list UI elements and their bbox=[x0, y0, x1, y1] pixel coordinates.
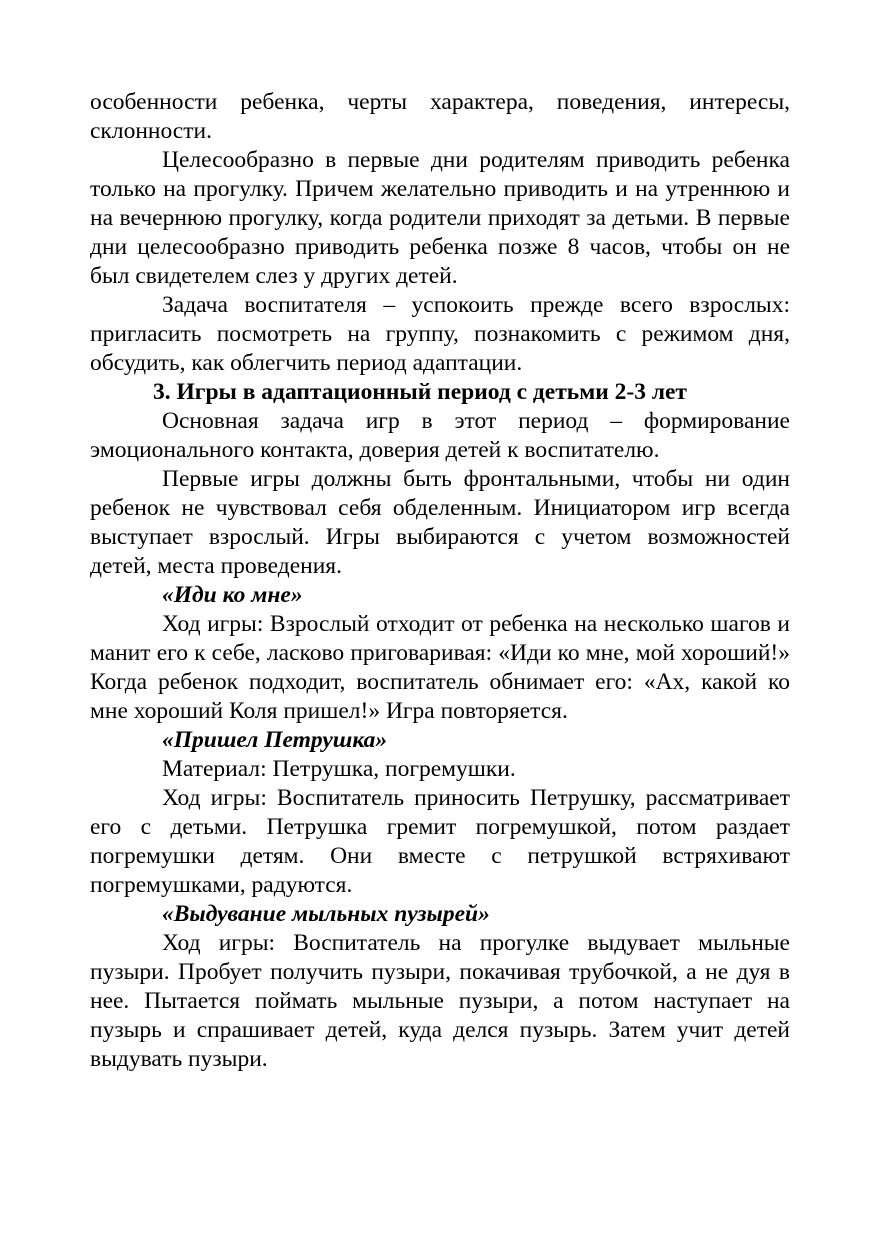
section-heading: 3. Игры в адаптационный период с детьми 2-3 лет bbox=[153, 379, 687, 405]
paragraph-teacher-task: Задача воспитателя – успокоить прежде всего взрослых: пригласить посмотреть на группу, познакомить с режимом дня, обсудить, как облегчить период адаптации. bbox=[90, 292, 790, 376]
game-body-soap-bubbles: Ход игры: Воспитатель на прогулке выдувает мыльные пузыри. Пробует получить пузыри, покачивая трубочкой, а не дуя в нее. Пытается поймать мыльные пузыри, а потом наступает на пузырь и спрашивает детей, куда делся пузырь. Затем учит детей выдувать пузыри. bbox=[90, 930, 790, 1072]
document-page bbox=[90, 88, 790, 1074]
game-title-come-to-me: «Иди ко мне» bbox=[162, 582, 303, 608]
section-intro-frontal-games: Первые игры должны быть фронтальными, чтобы ни один ребенок не чувствовал себя обделенным. Инициатором игр всегда выступает взрослый. Игры выбираются с учетом возможностей детей, места проведения. bbox=[90, 466, 790, 579]
paragraph-walk-advice: Целесообразно в первые дни родителям приводить ребенка только на прогулку. Причем желательно приводить и на утреннюю и на вечернюю прогулку, когда родители приходят за детьми. В первые дни целесообразно приводить ребенка позже 8 часов, чтобы он не был свидетелем слез у других детей. bbox=[90, 147, 790, 289]
paragraph-continuation: особенности ребенка, черты характера, поведения, интересы, склонности. bbox=[90, 89, 790, 144]
game-body-petrushka: Ход игры: Воспитатель приносить Петрушку, рассматривает его с детьми. Петрушка гремит погремушкой, потом раздает погремушки детям. Они вместе с петрушкой встряхивают погремушками, радуются. bbox=[90, 785, 790, 898]
game-material-petrushka: Материал: Петрушка, погремушки. bbox=[162, 756, 516, 782]
game-body-come-to-me: Ход игры: Взрослый отходит от ребенка на несколько шагов и манит его к себе, ласково приговаривая: «Иди ко мне, мой хороший!» Когда ребенок подходит, воспитатель обнимает его: «Ах, какой ко мне хороший Коля пришел!» Игра повторяется. bbox=[90, 611, 790, 724]
section-intro-main-task: Основная задача игр в этот период – формирование эмоционального контакта, доверия детей к воспитателю. bbox=[90, 408, 790, 463]
game-title-petrushka: «Пришел Петрушка» bbox=[162, 727, 388, 753]
game-title-soap-bubbles: «Выдувание мыльных пузырей» bbox=[162, 901, 490, 927]
